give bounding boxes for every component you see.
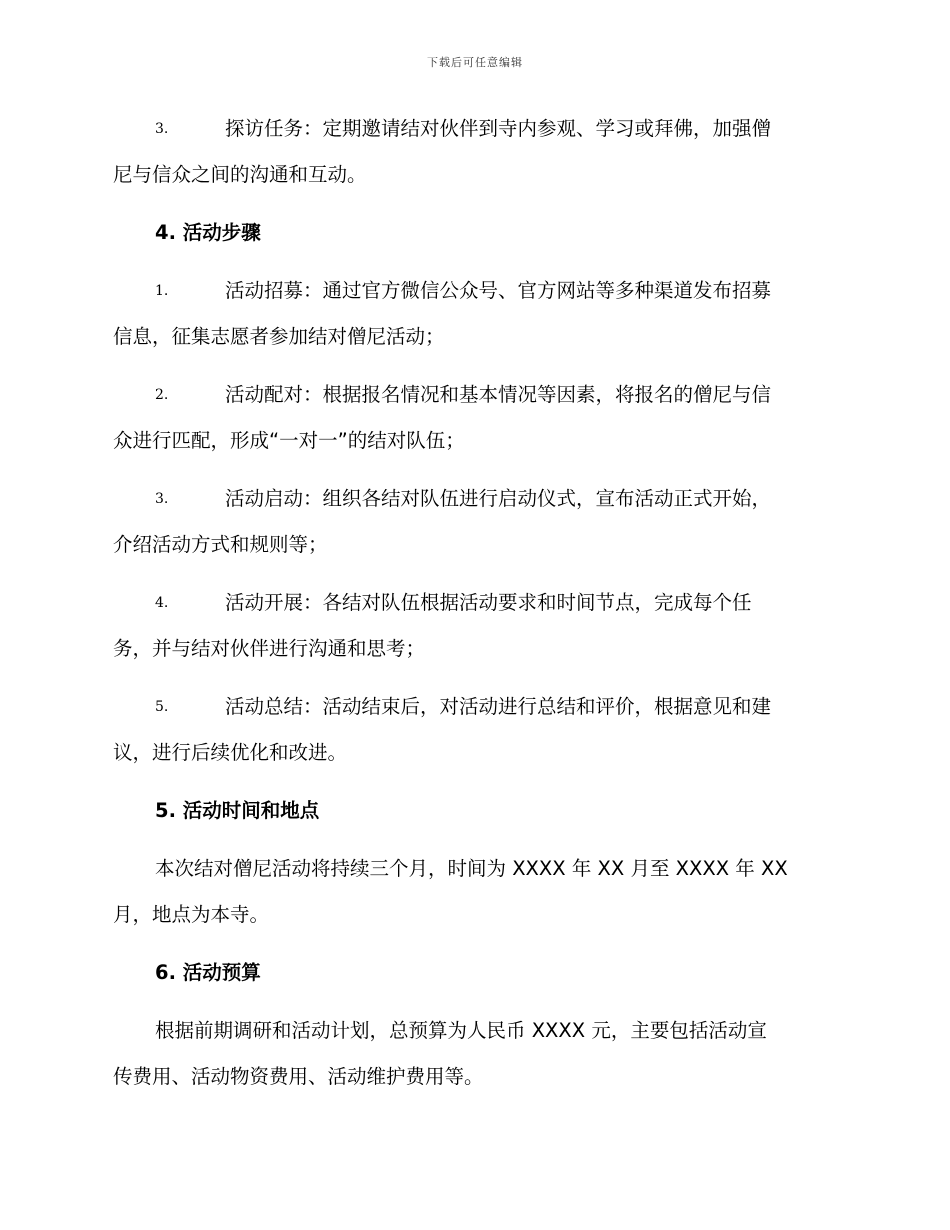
list-number: 5. [155,699,169,715]
list-number: 2. [155,387,169,403]
list-text-continued: 介绍活动方式和规则等； [113,533,328,556]
paragraph [113,1008,835,1100]
list-text: 探访任务：定期邀请结对伙伴到寺内参观、学习或拜佛，加强僧 [225,117,772,140]
list-item [113,476,835,568]
paragraph-line: 月，地点为本寺。 [113,903,270,926]
section-heading: 4. 活动步骤 [155,221,261,244]
list-text: 活动总结：活动结束后，对活动进行总结和评价，根据意见和建 [225,695,772,718]
list-item [113,106,835,198]
list-number: 3. [155,491,169,507]
paragraph [113,846,835,938]
list-text-continued: 众进行匹配，形成“一对一”的结对队伍； [113,429,465,452]
list-item [113,372,835,464]
header-note: 下载后可任意编辑 [427,56,523,69]
list-number: 3. [155,121,169,137]
paragraph-line: 本次结对僧尼活动将持续三个月，时间为 XXXX 年 XX 月至 XXXX 年 XX [155,857,788,880]
document-body [113,106,835,1112]
list-number: 4. [155,595,169,611]
list-text-continued: 议，进行后续优化和改进。 [113,741,348,764]
section-heading: 5. 活动时间和地点 [155,799,320,822]
paragraph-line: 根据前期调研和活动计划，总预算为人民币 XXXX 元，主要包括活动宣 [155,1019,767,1042]
list-item [113,684,835,776]
list-text: 活动启动：组织各结对队伍进行启动仪式，宣布活动正式开始， [225,487,772,510]
list-text-continued: 信息，征集志愿者参加结对僧尼活动； [113,325,445,348]
list-text: 活动配对：根据报名情况和基本情况等因素，将报名的僧尼与信 [225,383,772,406]
paragraph-line: 传费用、活动物资费用、活动维护费用等。 [113,1065,484,1088]
list-text: 活动招募：通过官方微信公众号、官方网站等多种渠道发布招募 [225,279,772,302]
list-item [113,580,835,672]
list-number: 1. [155,283,169,299]
list-item [113,268,835,360]
list-text: 活动开展：各结对队伍根据活动要求和时间节点，完成每个任 [225,591,752,614]
section-heading: 6. 活动预算 [155,961,261,984]
list-text-continued: 尼与信众之间的沟通和互动。 [113,163,367,186]
list-text-continued: 务，并与结对伙伴进行沟通和思考； [113,637,426,660]
